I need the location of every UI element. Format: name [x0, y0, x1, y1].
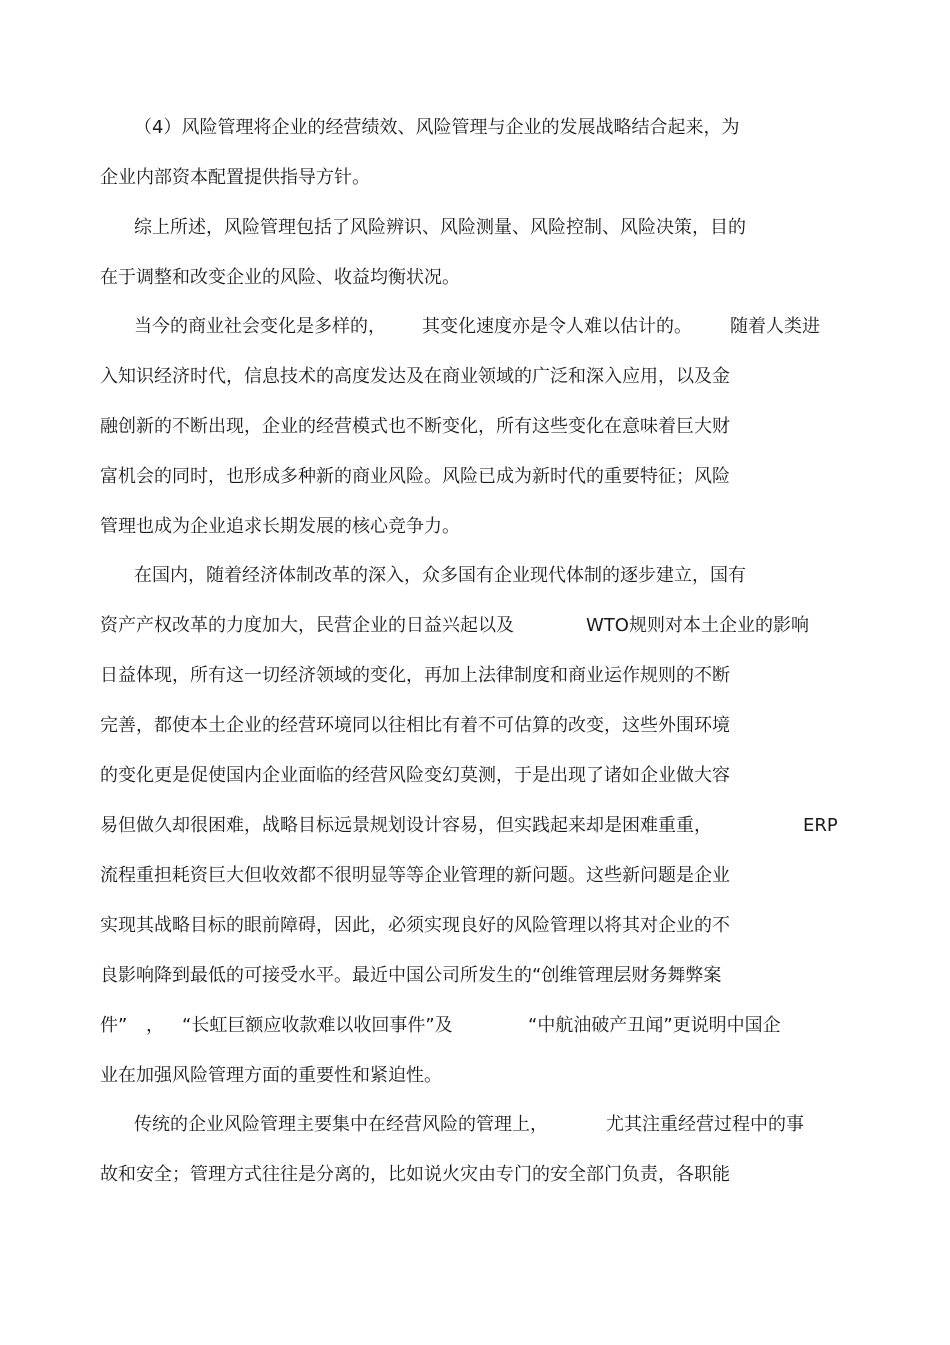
text-segment: “中航油破产丑闻”更说明中国企: [528, 1015, 781, 1036]
text-segment: 件”: [100, 1015, 128, 1036]
text-segment: 综上所述，风险管理包括了风险辨识、风险测量、风险控制、风险决策，目的: [134, 217, 746, 238]
text-segment: 其变化速度亦是令人难以估计的。: [422, 316, 692, 337]
text-segment: WTO规则对本土企业的影响: [586, 615, 809, 636]
text-segment: ERP: [803, 815, 838, 836]
text-segment: 企业内部资本配置提供指导方针。: [100, 167, 370, 188]
text-segment: （4）风险管理将企业的经营绩效、风险管理与企业的发展战略结合起来，为: [134, 117, 740, 138]
text-segment: 的变化更是促使国内企业面临的经营风险变幻莫测，于是出现了诸如企业做大容: [100, 765, 730, 786]
text-segment: 业在加强风险管理方面的重要性和紧迫性。: [100, 1065, 442, 1086]
text-segment: 易但做久却很困难，战略目标远景规划设计容易，但实践起来却是困难重重，: [100, 815, 712, 836]
text-segment: 随着人类进: [730, 316, 820, 337]
text-segment: 故和安全；管理方式往往是分离的，比如说火灾由专门的安全部门负责，各职能: [100, 1164, 730, 1185]
text-segment: 良影响降到最低的可接受水平。最近中国公司所发生的“创维管理层财务舞弊案: [100, 965, 722, 986]
text-segment: 在于调整和改变企业的风险、收益均衡状况。: [100, 267, 460, 288]
text-segment: 尤其注重经营过程中的事: [606, 1114, 804, 1135]
text-segment: 完善，都使本土企业的经营环境同以往相比有着不可估算的改变，这些外围环境: [100, 715, 730, 736]
text-segment: 入知识经济时代，信息技术的高度发达及在商业领域的广泛和深入应用，以及金: [100, 366, 730, 387]
text-segment: 传统的企业风险管理主要集中在经营风险的管理上，: [134, 1114, 548, 1135]
text-segment: 在国内，随着经济体制改革的深入，众多国有企业现代体制的逐步建立，国有: [134, 565, 746, 586]
text-segment: “长虹巨额应收款难以收回事件”及: [182, 1015, 453, 1036]
text-segment: 富机会的同时，也形成多种新的商业风险。风险已成为新时代的重要特征；风险: [100, 466, 730, 487]
text-segment: 资产产权改革的力度加大，民营企业的日益兴起以及: [100, 615, 514, 636]
text-segment: 当今的商业社会变化是多样的，: [134, 316, 386, 337]
text-segment: 融创新的不断出现，企业的经营模式也不断变化，所有这些变化在意味着巨大财: [100, 416, 730, 437]
text-segment: 日益体现，所有这一切经济领域的变化，再加上法律制度和商业运作规则的不断: [100, 665, 730, 686]
text-segment: 管理也成为企业追求长期发展的核心竞争力。: [100, 516, 460, 537]
text-segment: 实现其战略目标的眼前障碍，因此，必须实现良好的风险管理以将其对企业的不: [100, 915, 730, 936]
text-segment: ，: [146, 1015, 164, 1036]
text-segment: 流程重担耗资巨大但收效都不很明显等等企业管理的新问题。这些新问题是企业: [100, 865, 730, 886]
